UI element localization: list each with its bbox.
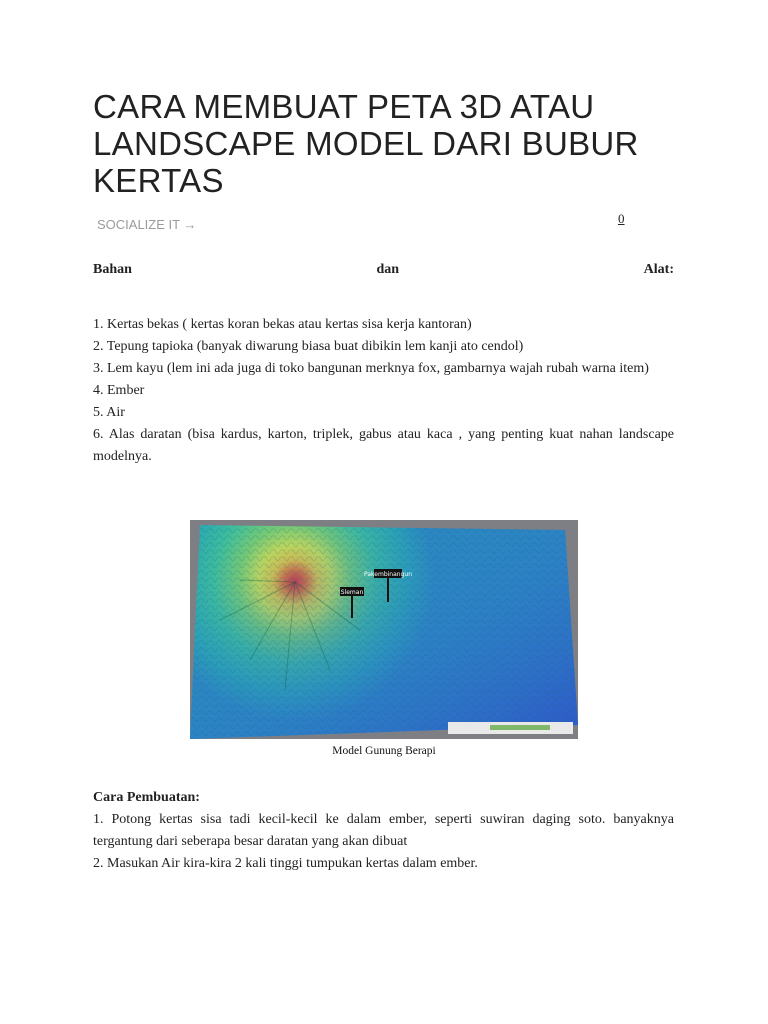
- comment-count-link[interactable]: 0: [618, 211, 625, 226]
- list-item: 1. Kertas bekas ( kertas koran bekas atau kertas sisa kerja kantoran): [93, 317, 472, 332]
- figure-caption: Model Gunung Berapi: [332, 745, 436, 757]
- materials-heading-alat: Alat:: [643, 262, 674, 277]
- marker-label: Pakembinangun: [364, 571, 412, 578]
- list-item: 2. Tepung tapioka (banyak diwarung biasa buat dibikin lem kanji ato cendol): [93, 339, 524, 354]
- volcano-model-image: [190, 520, 578, 739]
- list-item: 1. Potong kertas sisa tadi kecil-kecil ke dalam ember, seperti suwiran daging soto. banyaknya tergantung dari seberapa besar daratan yang akan dibuat: [93, 812, 674, 849]
- list-item: 5. Air: [93, 405, 125, 420]
- marker-label: Sleman: [340, 589, 364, 596]
- list-item: 6. Alas daratan (bisa kardus, karton, triplek, gabus atau kaca , yang penting kuat nahan landscape modelnya.: [93, 427, 674, 464]
- list-item: 3. Lem kayu (lem ini ada juga di toko bangunan merknya fox, gambarnya wajah rubah warna item): [93, 361, 649, 376]
- materials-list: [93, 314, 674, 468]
- list-item: 2. Masukan Air kira-kira 2 kali tinggi tumpukan kertas dalam ember.: [93, 856, 478, 871]
- materials-heading-bahan: Bahan: [93, 262, 132, 277]
- list-item: 4. Ember: [93, 383, 145, 398]
- social-bar: [93, 211, 674, 245]
- materials-heading-dan: dan: [376, 262, 400, 277]
- steps-heading: Cara Pembuatan:: [93, 790, 200, 805]
- article-title: CARA MEMBUAT PETA 3D ATAU LANDSCAPE MODEL DARI BUBUR KERTAS: [93, 88, 639, 199]
- socialize-link[interactable]: SOCIALIZE IT →: [97, 217, 197, 232]
- steps-section: [93, 787, 674, 875]
- materials-heading: [93, 262, 674, 278]
- article: [93, 88, 674, 468]
- terrain-render: [190, 520, 578, 739]
